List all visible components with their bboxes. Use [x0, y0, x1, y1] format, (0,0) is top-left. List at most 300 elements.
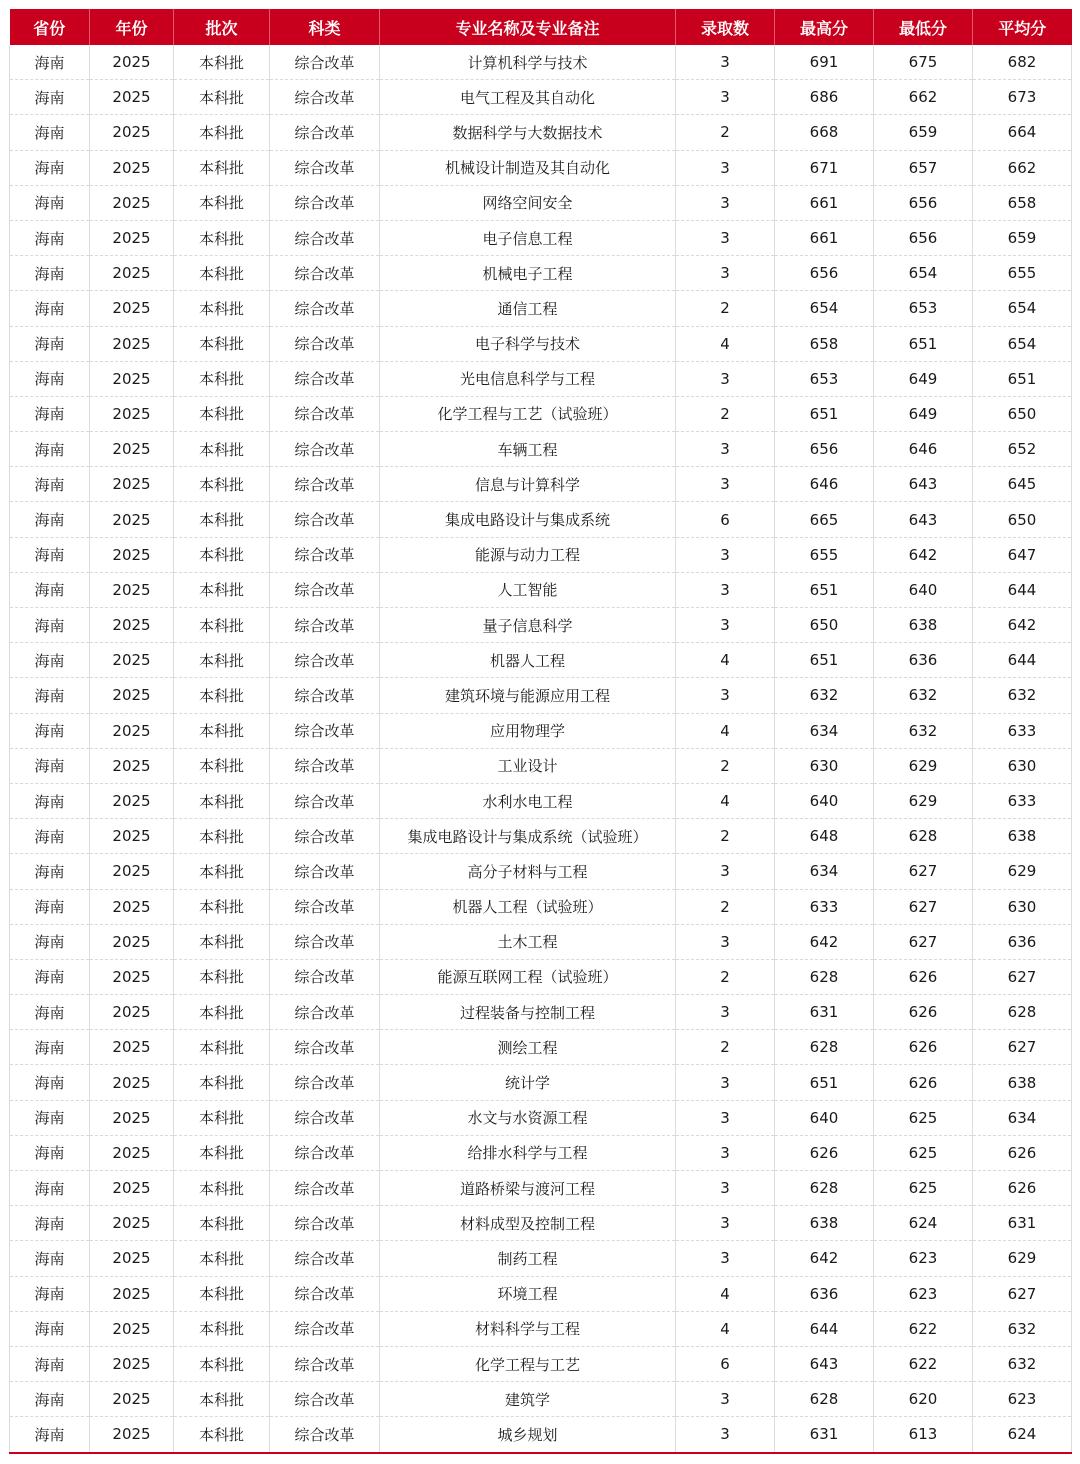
cell-admitted-count: 3 [676, 1382, 775, 1417]
cell-category: 综合改革 [270, 854, 380, 889]
cell-admitted-count: 3 [676, 185, 775, 220]
cell-category: 综合改革 [270, 45, 380, 80]
cell-min-score: 628 [874, 819, 973, 854]
cell-major: 集成电路设计与集成系统（试验班） [380, 819, 676, 854]
cell-batch: 本科批 [174, 889, 270, 924]
cell-category: 综合改革 [270, 1417, 380, 1453]
table-row [10, 185, 1072, 220]
cell-min-score: 643 [874, 467, 973, 502]
cell-year: 2025 [90, 608, 174, 643]
cell-admitted-count: 3 [676, 1100, 775, 1135]
cell-major: 应用物理学 [380, 713, 676, 748]
cell-admitted-count: 3 [676, 1135, 775, 1170]
cell-batch: 本科批 [174, 1100, 270, 1135]
cell-province: 海南 [10, 1030, 90, 1065]
cell-min-score: 627 [874, 854, 973, 889]
cell-admitted-count: 4 [676, 783, 775, 818]
cell-category: 综合改革 [270, 678, 380, 713]
cell-max-score: 656 [775, 256, 874, 291]
cell-batch: 本科批 [174, 608, 270, 643]
cell-admitted-count: 2 [676, 115, 775, 150]
cell-major: 土木工程 [380, 924, 676, 959]
cell-avg-score: 631 [973, 1206, 1072, 1241]
cell-year: 2025 [90, 1382, 174, 1417]
cell-category: 综合改革 [270, 995, 380, 1030]
cell-category: 综合改革 [270, 572, 380, 607]
cell-province: 海南 [10, 396, 90, 431]
cell-admitted-count: 2 [676, 396, 775, 431]
cell-max-score: 650 [775, 608, 874, 643]
cell-avg-score: 645 [973, 467, 1072, 502]
table-row [10, 291, 1072, 326]
table-row [10, 80, 1072, 115]
cell-major: 电气工程及其自动化 [380, 80, 676, 115]
cell-admitted-count: 3 [676, 1206, 775, 1241]
cell-min-score: 654 [874, 256, 973, 291]
cell-min-score: 622 [874, 1311, 973, 1346]
cell-province: 海南 [10, 1311, 90, 1346]
cell-major: 过程装备与控制工程 [380, 995, 676, 1030]
cell-batch: 本科批 [174, 432, 270, 467]
cell-category: 综合改革 [270, 1276, 380, 1311]
cell-province: 海南 [10, 45, 90, 80]
cell-admitted-count: 4 [676, 326, 775, 361]
table-row [10, 608, 1072, 643]
cell-admitted-count: 3 [676, 608, 775, 643]
cell-province: 海南 [10, 959, 90, 994]
cell-avg-score: 642 [973, 608, 1072, 643]
cell-avg-score: 673 [973, 80, 1072, 115]
cell-province: 海南 [10, 889, 90, 924]
cell-major: 环境工程 [380, 1276, 676, 1311]
cell-province: 海南 [10, 748, 90, 783]
cell-batch: 本科批 [174, 1382, 270, 1417]
cell-max-score: 658 [775, 326, 874, 361]
cell-min-score: 629 [874, 783, 973, 818]
cell-major: 建筑学 [380, 1382, 676, 1417]
cell-avg-score: 629 [973, 854, 1072, 889]
cell-max-score: 661 [775, 185, 874, 220]
cell-batch: 本科批 [174, 537, 270, 572]
cell-major: 集成电路设计与集成系统 [380, 502, 676, 537]
cell-category: 综合改革 [270, 326, 380, 361]
cell-year: 2025 [90, 643, 174, 678]
cell-max-score: 642 [775, 1241, 874, 1276]
cell-major: 统计学 [380, 1065, 676, 1100]
cell-max-score: 656 [775, 432, 874, 467]
cell-province: 海南 [10, 291, 90, 326]
cell-major: 水文与水资源工程 [380, 1100, 676, 1135]
cell-min-score: 656 [874, 185, 973, 220]
cell-admitted-count: 3 [676, 80, 775, 115]
table-row [10, 1346, 1072, 1381]
admission-scores-table [9, 9, 1072, 1454]
cell-year: 2025 [90, 467, 174, 502]
cell-batch: 本科批 [174, 959, 270, 994]
table-row [10, 115, 1072, 150]
cell-min-score: 627 [874, 889, 973, 924]
cell-min-score: 662 [874, 80, 973, 115]
cell-min-score: 623 [874, 1241, 973, 1276]
cell-min-score: 651 [874, 326, 973, 361]
cell-year: 2025 [90, 1171, 174, 1206]
cell-major: 城乡规划 [380, 1417, 676, 1453]
table-row [10, 819, 1072, 854]
cell-major: 化学工程与工艺 [380, 1346, 676, 1381]
cell-province: 海南 [10, 1065, 90, 1100]
table-row [10, 572, 1072, 607]
table-row [10, 643, 1072, 678]
cell-max-score: 665 [775, 502, 874, 537]
cell-avg-score: 650 [973, 396, 1072, 431]
cell-avg-score: 629 [973, 1241, 1072, 1276]
cell-major: 水利水电工程 [380, 783, 676, 818]
cell-avg-score: 623 [973, 1382, 1072, 1417]
cell-category: 综合改革 [270, 1065, 380, 1100]
cell-admitted-count: 3 [676, 924, 775, 959]
table-row [10, 150, 1072, 185]
cell-admitted-count: 3 [676, 467, 775, 502]
cell-min-score: 643 [874, 502, 973, 537]
cell-batch: 本科批 [174, 1276, 270, 1311]
cell-admitted-count: 4 [676, 1276, 775, 1311]
cell-avg-score: 647 [973, 537, 1072, 572]
cell-province: 海南 [10, 783, 90, 818]
cell-major: 量子信息科学 [380, 608, 676, 643]
header-year: 年份 [90, 9, 174, 45]
cell-avg-score: 658 [973, 185, 1072, 220]
cell-province: 海南 [10, 537, 90, 572]
cell-year: 2025 [90, 220, 174, 255]
cell-major: 机器人工程（试验班） [380, 889, 676, 924]
cell-year: 2025 [90, 115, 174, 150]
cell-year: 2025 [90, 748, 174, 783]
table-row [10, 1030, 1072, 1065]
cell-min-score: 613 [874, 1417, 973, 1453]
cell-admitted-count: 4 [676, 643, 775, 678]
table-row [10, 1135, 1072, 1170]
cell-avg-score: 626 [973, 1171, 1072, 1206]
cell-max-score: 642 [775, 924, 874, 959]
cell-province: 海南 [10, 185, 90, 220]
cell-category: 综合改革 [270, 889, 380, 924]
cell-year: 2025 [90, 959, 174, 994]
cell-batch: 本科批 [174, 502, 270, 537]
cell-max-score: 651 [775, 572, 874, 607]
cell-year: 2025 [90, 1241, 174, 1276]
cell-batch: 本科批 [174, 45, 270, 80]
cell-batch: 本科批 [174, 1417, 270, 1453]
table-row [10, 537, 1072, 572]
cell-avg-score: 664 [973, 115, 1072, 150]
cell-batch: 本科批 [174, 396, 270, 431]
cell-min-score: 626 [874, 1065, 973, 1100]
cell-min-score: 626 [874, 995, 973, 1030]
cell-max-score: 628 [775, 1382, 874, 1417]
cell-category: 综合改革 [270, 643, 380, 678]
cell-province: 海南 [10, 1171, 90, 1206]
cell-batch: 本科批 [174, 326, 270, 361]
cell-category: 综合改革 [270, 80, 380, 115]
cell-min-score: 657 [874, 150, 973, 185]
cell-avg-score: 633 [973, 713, 1072, 748]
cell-min-score: 632 [874, 678, 973, 713]
cell-category: 综合改革 [270, 1100, 380, 1135]
cell-year: 2025 [90, 1346, 174, 1381]
cell-major: 材料科学与工程 [380, 1311, 676, 1346]
cell-batch: 本科批 [174, 1030, 270, 1065]
cell-major: 光电信息科学与工程 [380, 361, 676, 396]
cell-avg-score: 627 [973, 1030, 1072, 1065]
admission-table-wrapper [9, 9, 1071, 1454]
cell-batch: 本科批 [174, 256, 270, 291]
cell-max-score: 628 [775, 959, 874, 994]
cell-min-score: 625 [874, 1100, 973, 1135]
cell-year: 2025 [90, 1100, 174, 1135]
cell-year: 2025 [90, 256, 174, 291]
cell-max-score: 651 [775, 396, 874, 431]
cell-province: 海南 [10, 326, 90, 361]
cell-max-score: 640 [775, 783, 874, 818]
cell-category: 综合改革 [270, 256, 380, 291]
table-row [10, 1100, 1072, 1135]
cell-category: 综合改革 [270, 115, 380, 150]
cell-major: 工业设计 [380, 748, 676, 783]
table-row [10, 1206, 1072, 1241]
cell-province: 海南 [10, 220, 90, 255]
header-row [10, 9, 1072, 45]
cell-admitted-count: 3 [676, 361, 775, 396]
cell-avg-score: 634 [973, 1100, 1072, 1135]
cell-province: 海南 [10, 572, 90, 607]
cell-avg-score: 638 [973, 819, 1072, 854]
table-header [10, 9, 1072, 45]
cell-max-score: 646 [775, 467, 874, 502]
cell-major: 车辆工程 [380, 432, 676, 467]
cell-province: 海南 [10, 432, 90, 467]
cell-min-score: 638 [874, 608, 973, 643]
cell-major: 数据科学与大数据技术 [380, 115, 676, 150]
cell-major: 机械设计制造及其自动化 [380, 150, 676, 185]
cell-max-score: 634 [775, 713, 874, 748]
cell-max-score: 630 [775, 748, 874, 783]
table-row [10, 854, 1072, 889]
cell-max-score: 633 [775, 889, 874, 924]
cell-batch: 本科批 [174, 1206, 270, 1241]
cell-province: 海南 [10, 361, 90, 396]
cell-min-score: 624 [874, 1206, 973, 1241]
cell-batch: 本科批 [174, 467, 270, 502]
cell-max-score: 632 [775, 678, 874, 713]
cell-admitted-count: 3 [676, 537, 775, 572]
cell-category: 综合改革 [270, 959, 380, 994]
cell-admitted-count: 4 [676, 713, 775, 748]
cell-admitted-count: 2 [676, 959, 775, 994]
cell-province: 海南 [10, 678, 90, 713]
cell-admitted-count: 2 [676, 889, 775, 924]
cell-year: 2025 [90, 80, 174, 115]
cell-category: 综合改革 [270, 432, 380, 467]
cell-major: 机器人工程 [380, 643, 676, 678]
header-category: 科类 [270, 9, 380, 45]
cell-admitted-count: 6 [676, 502, 775, 537]
table-row [10, 220, 1072, 255]
cell-admitted-count: 3 [676, 1417, 775, 1453]
cell-year: 2025 [90, 432, 174, 467]
cell-category: 综合改革 [270, 608, 380, 643]
cell-category: 综合改革 [270, 150, 380, 185]
header-province: 省份 [10, 9, 90, 45]
cell-category: 综合改革 [270, 1311, 380, 1346]
cell-admitted-count: 3 [676, 678, 775, 713]
cell-major: 电子科学与技术 [380, 326, 676, 361]
cell-min-score: 653 [874, 291, 973, 326]
cell-min-score: 636 [874, 643, 973, 678]
table-row [10, 361, 1072, 396]
table-row [10, 783, 1072, 818]
cell-max-score: 640 [775, 1100, 874, 1135]
cell-province: 海南 [10, 854, 90, 889]
cell-avg-score: 662 [973, 150, 1072, 185]
cell-avg-score: 627 [973, 959, 1072, 994]
cell-batch: 本科批 [174, 80, 270, 115]
cell-batch: 本科批 [174, 748, 270, 783]
cell-category: 综合改革 [270, 1382, 380, 1417]
cell-batch: 本科批 [174, 291, 270, 326]
cell-max-score: 638 [775, 1206, 874, 1241]
table-row [10, 396, 1072, 431]
cell-min-score: 646 [874, 432, 973, 467]
table-row [10, 45, 1072, 80]
header-major: 专业名称及专业备注 [380, 9, 676, 45]
cell-year: 2025 [90, 1417, 174, 1453]
cell-province: 海南 [10, 1135, 90, 1170]
cell-year: 2025 [90, 361, 174, 396]
cell-year: 2025 [90, 783, 174, 818]
cell-year: 2025 [90, 924, 174, 959]
cell-batch: 本科批 [174, 854, 270, 889]
cell-major: 通信工程 [380, 291, 676, 326]
cell-category: 综合改革 [270, 1346, 380, 1381]
header-min-score: 最低分 [874, 9, 973, 45]
cell-avg-score: 655 [973, 256, 1072, 291]
cell-category: 综合改革 [270, 1206, 380, 1241]
cell-year: 2025 [90, 502, 174, 537]
cell-min-score: 623 [874, 1276, 973, 1311]
cell-avg-score: 632 [973, 1311, 1072, 1346]
table-row [10, 889, 1072, 924]
cell-batch: 本科批 [174, 678, 270, 713]
cell-max-score: 628 [775, 1030, 874, 1065]
cell-admitted-count: 3 [676, 1065, 775, 1100]
cell-category: 综合改革 [270, 1241, 380, 1276]
table-row [10, 678, 1072, 713]
table-row [10, 1417, 1072, 1453]
cell-admitted-count: 3 [676, 1171, 775, 1206]
cell-min-score: 626 [874, 959, 973, 994]
cell-max-score: 654 [775, 291, 874, 326]
cell-year: 2025 [90, 713, 174, 748]
cell-avg-score: 638 [973, 1065, 1072, 1100]
cell-max-score: 668 [775, 115, 874, 150]
cell-admitted-count: 3 [676, 150, 775, 185]
cell-category: 综合改革 [270, 291, 380, 326]
cell-province: 海南 [10, 1206, 90, 1241]
cell-category: 综合改革 [270, 537, 380, 572]
cell-category: 综合改革 [270, 185, 380, 220]
cell-min-score: 622 [874, 1346, 973, 1381]
cell-major: 人工智能 [380, 572, 676, 607]
cell-year: 2025 [90, 291, 174, 326]
cell-province: 海南 [10, 643, 90, 678]
cell-max-score: 626 [775, 1135, 874, 1170]
cell-province: 海南 [10, 1241, 90, 1276]
cell-avg-score: 630 [973, 889, 1072, 924]
cell-admitted-count: 3 [676, 432, 775, 467]
cell-year: 2025 [90, 819, 174, 854]
cell-max-score: 628 [775, 1171, 874, 1206]
cell-category: 综合改革 [270, 783, 380, 818]
cell-admitted-count: 2 [676, 748, 775, 783]
cell-admitted-count: 3 [676, 45, 775, 80]
cell-major: 制药工程 [380, 1241, 676, 1276]
cell-year: 2025 [90, 1276, 174, 1311]
cell-admitted-count: 3 [676, 995, 775, 1030]
cell-admitted-count: 3 [676, 572, 775, 607]
cell-avg-score: 652 [973, 432, 1072, 467]
cell-batch: 本科批 [174, 1346, 270, 1381]
cell-admitted-count: 2 [676, 291, 775, 326]
cell-avg-score: 632 [973, 678, 1072, 713]
table-row [10, 713, 1072, 748]
cell-major: 计算机科学与技术 [380, 45, 676, 80]
cell-avg-score: 626 [973, 1135, 1072, 1170]
cell-admitted-count: 3 [676, 854, 775, 889]
cell-category: 综合改革 [270, 467, 380, 502]
cell-avg-score: 628 [973, 995, 1072, 1030]
cell-batch: 本科批 [174, 150, 270, 185]
cell-max-score: 636 [775, 1276, 874, 1311]
cell-province: 海南 [10, 1382, 90, 1417]
cell-batch: 本科批 [174, 819, 270, 854]
cell-province: 海南 [10, 1100, 90, 1135]
table-row [10, 1276, 1072, 1311]
cell-batch: 本科批 [174, 995, 270, 1030]
cell-province: 海南 [10, 467, 90, 502]
cell-avg-score: 624 [973, 1417, 1072, 1453]
cell-category: 综合改革 [270, 361, 380, 396]
cell-major: 能源互联网工程（试验班） [380, 959, 676, 994]
cell-avg-score: 644 [973, 572, 1072, 607]
cell-admitted-count: 3 [676, 220, 775, 255]
table-row [10, 326, 1072, 361]
cell-max-score: 648 [775, 819, 874, 854]
table-row [10, 1171, 1072, 1206]
cell-avg-score: 636 [973, 924, 1072, 959]
cell-major: 高分子材料与工程 [380, 854, 676, 889]
cell-avg-score: 630 [973, 748, 1072, 783]
table-row [10, 502, 1072, 537]
cell-year: 2025 [90, 1030, 174, 1065]
cell-admitted-count: 4 [676, 1311, 775, 1346]
cell-year: 2025 [90, 45, 174, 80]
cell-min-score: 627 [874, 924, 973, 959]
cell-avg-score: 632 [973, 1346, 1072, 1381]
cell-year: 2025 [90, 678, 174, 713]
header-avg-score: 平均分 [998, 18, 1047, 38]
cell-province: 海南 [10, 256, 90, 291]
cell-province: 海南 [10, 713, 90, 748]
